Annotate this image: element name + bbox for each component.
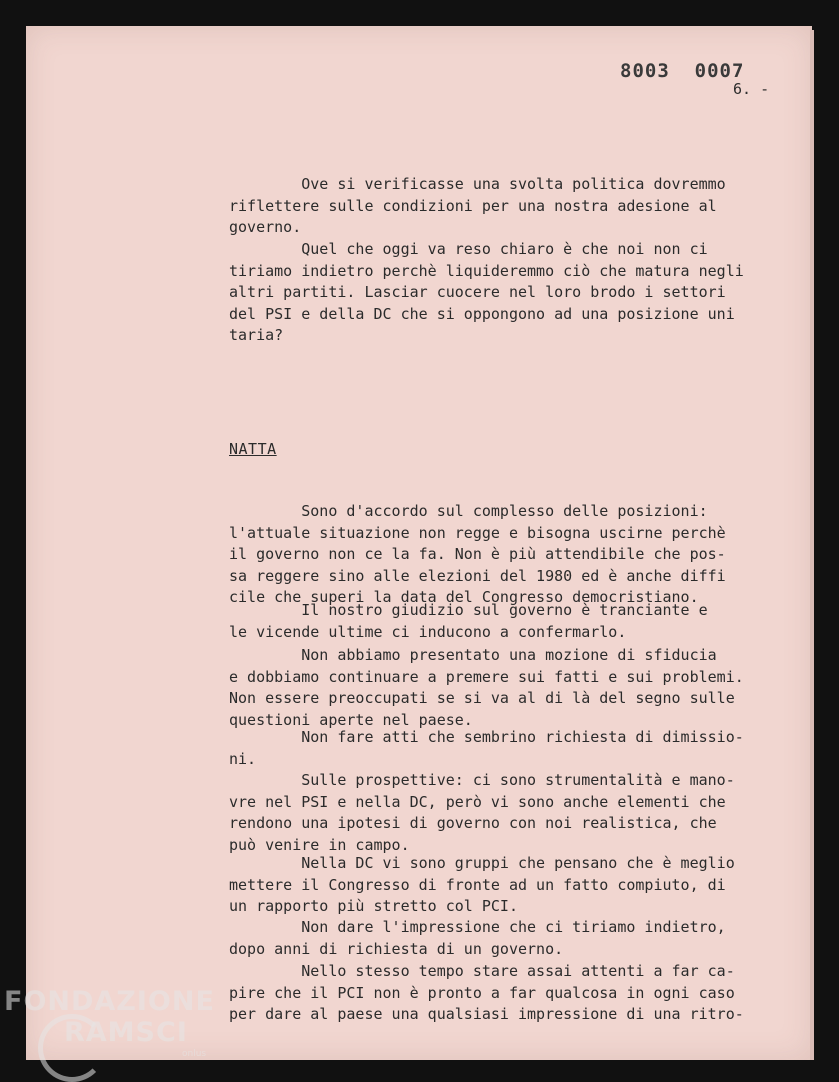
- page-number: 6. -: [733, 80, 770, 98]
- archive-stamp: 8003 0007: [620, 60, 745, 82]
- speaker-heading: NATTA: [229, 440, 277, 458]
- paragraph: Non fare atti che sembrino richiesta di dimissio- ni.: [229, 728, 744, 768]
- paragraph: Non dare l'impressione che ci tiriamo indietro, dopo anni di richiesta di un governo.: [229, 918, 726, 958]
- paragraph: Nello stesso tempo stare assai attenti a far ca- pire che il PCI non è pronto a far qualcosa in ogni caso per dare al paese una qualsiasi impressione di una ritro-: [229, 962, 744, 1023]
- paragraph: Non abbiamo presentato una mozione di sfiducia e dobbiamo continuare a premere sui fatti e sui problemi. Non essere preoccupati se si va al di là del segno sulle questioni aperte nel paese.: [229, 646, 744, 729]
- paragraph: Ove si verificasse una svolta politica dovremmo riflettere sulle condizioni per una nostra adesione al governo.: [229, 175, 726, 236]
- paragraph: Il nostro giudizio sul governo è tranciante e le vicende ultime ci inducono a confermarlo.: [229, 601, 708, 641]
- paragraph: Nella DC vi sono gruppi che pensano che è meglio mettere il Congresso di fronte ad un fatto compiuto, di un rapporto più stretto col PCI.: [229, 854, 735, 915]
- watermark-line3: onlus: [182, 1049, 207, 1059]
- paragraph: Sulle prospettive: ci sono strumentalità e mano- vre nel PSI e nella DC, però vi sono anche elementi che rendono una ipotesi di governo con noi realistica, che può venire in campo.: [229, 771, 735, 854]
- paragraph: Sono d'accordo sul complesso delle posizioni: l'attuale situazione non regge e bisogna uscirne perchè il governo non ce la fa. Non è più attendibile che pos- sa reggere sino alle elezioni del 1980 ed è anche diffi cile che superi la data del Congresso democristiano.: [229, 502, 726, 606]
- page-edge: [810, 30, 814, 1060]
- paragraph: Quel che oggi va reso chiaro è che noi non ci tiriamo indietro perchè liquideremmo ciò che matura negli altri partiti. Lasciar cuocere nel loro brodo i settori del PSI e della DC che si oppongono ad una posizione uni taria?: [229, 240, 744, 344]
- fondazione-gramsci-watermark: [4, 986, 215, 1059]
- watermark-line1: FONDAZIONE: [4, 986, 215, 1017]
- watermark-g-logo-icon: [38, 1014, 106, 1082]
- watermark-line2: RAMSCI: [64, 1017, 188, 1048]
